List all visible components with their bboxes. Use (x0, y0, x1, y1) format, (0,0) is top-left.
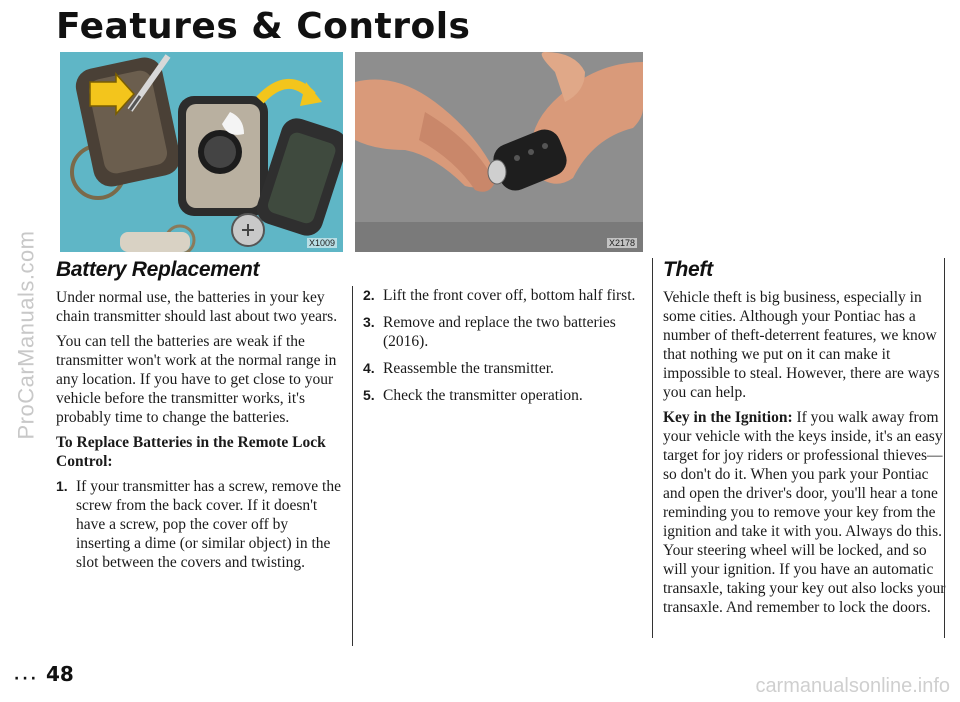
transmitter-illustration (60, 52, 343, 252)
step-number: 3. (363, 314, 375, 330)
key-ignition-lead: Key in the Ignition: (663, 409, 793, 426)
photo-code-right: X2178 (608, 238, 635, 248)
column-divider (944, 258, 945, 638)
photo-code-left: X1009 (308, 238, 335, 248)
page-title: Features & Controls (56, 6, 471, 47)
step-item (363, 359, 659, 378)
theft-column (652, 258, 948, 638)
theft-para-1: Vehicle theft is big business, especially in some cities. Although your Pontiac has a number of theft-deterrent features, we know that nothing we put on it can make it impossible to steal. However, there are ways you can help. (663, 289, 940, 401)
photo-transmitter-opened (60, 52, 343, 252)
page-number-dots: ... (14, 667, 39, 684)
battery-steps-part-1 (56, 477, 344, 572)
battery-para-1: Under normal use, the batteries in your key chain transmitter should last about two years. (56, 289, 338, 325)
key-ignition-text: If you walk away from your vehicle with the keys inside, it's an easy target for joy riders or professional thieves—so don't do it. When you park your Pontiac and open the driver's door, you'll hear a tone reminding you to remove your key from the ignition and take it with you. Always do this. Your steering wheel will be locked, and so will your ignition. If you have an automatic transaxle, taking your key out also locks your transaxle. And remember to lock the doors. (663, 409, 946, 616)
battery-para-2: You can tell the batteries are weak if the transmitter won't work at the normal range in any location. If you have to get close to your vehicle before the transmitter works, it's probably time to change the batteries. (56, 333, 337, 426)
step-text: Check the transmitter operation. (383, 387, 583, 404)
step-number: 5. (363, 387, 375, 403)
step-number: 1. (56, 478, 68, 494)
footer-watermark: carmanualsonline.info (755, 675, 950, 697)
step-text: Lift the front cover off, bottom half first. (383, 287, 636, 304)
step-item (56, 477, 344, 572)
step-item (363, 313, 659, 351)
theft-heading: Theft (663, 258, 713, 281)
step-number: 2. (363, 287, 375, 303)
step-text: Remove and replace the two batteries (2016). (383, 314, 616, 350)
photo-hands-opening (355, 52, 643, 252)
hands-illustration (355, 52, 643, 252)
page-number (14, 662, 74, 686)
step-text: If your transmitter has a screw, remove the screw from the back cover. If it doesn't have a screw, pop the cover off by inserting a dime (or similar object) in the slot between the covers and twisting. (76, 478, 341, 571)
battery-subheading: To Replace Batteries in the Remote Lock Control: (56, 434, 326, 470)
battery-heading: Battery Replacement (56, 258, 260, 281)
step-item (363, 286, 659, 305)
theft-para-2 (663, 408, 948, 617)
page-number-value: 48 (45, 662, 74, 686)
battery-steps-part-2 (363, 286, 659, 405)
step-text: Reassemble the transmitter. (383, 360, 554, 377)
step-number: 4. (363, 360, 375, 376)
side-watermark: ProCarManuals.com (13, 230, 39, 440)
battery-column (56, 258, 344, 572)
step-item (363, 386, 659, 405)
battery-steps-column (352, 286, 659, 646)
